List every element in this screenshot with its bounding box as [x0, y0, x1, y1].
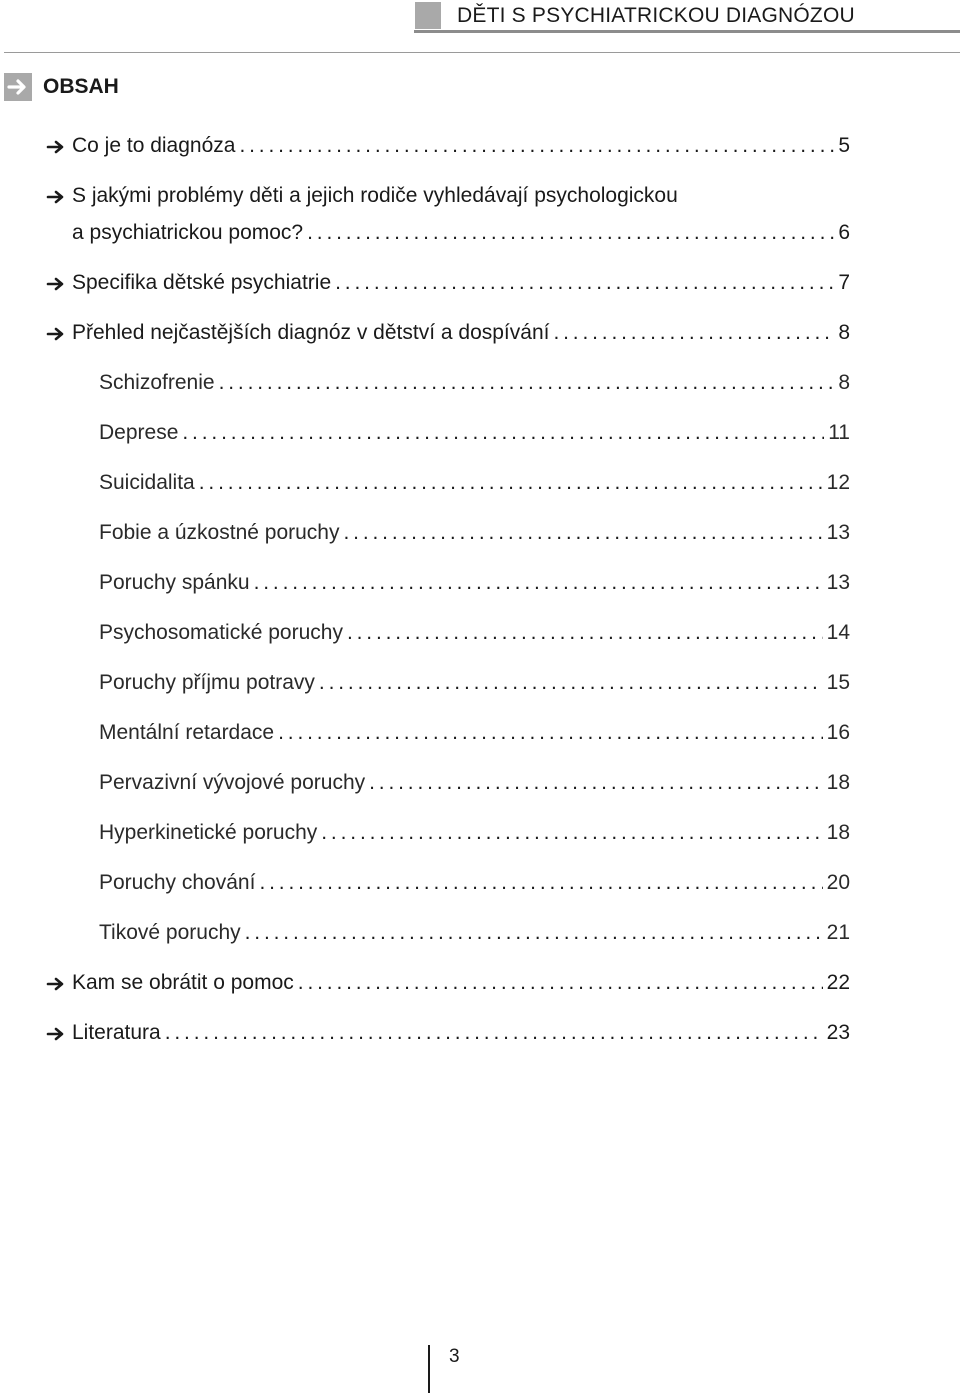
toc-entry[interactable]	[72, 270, 850, 296]
dot-leader	[307, 220, 834, 246]
page-divider	[4, 52, 960, 53]
toc-entry-label: Hyperkinetické poruchy	[99, 821, 318, 844]
toc-entry-label: Tikové poruchy	[99, 921, 241, 944]
dot-leader	[369, 770, 823, 796]
toc-entry-label: Literatura	[72, 1021, 161, 1044]
toc-entry-label: Specifika dětské psychiatrie	[72, 271, 332, 294]
toc-entry[interactable]	[99, 470, 850, 496]
toc-entry-label: a psychiatrickou pomoc?	[72, 221, 304, 244]
bullet-arrow-icon	[46, 976, 66, 992]
dot-leader	[335, 270, 834, 296]
dot-leader	[553, 320, 834, 346]
toc-entry-page: 13	[826, 571, 850, 594]
header-rule	[414, 30, 960, 33]
toc-entry-label: Přehled nejčastějších diagnóz v dětství a dospívání	[72, 321, 550, 344]
toc-entry[interactable]	[72, 133, 850, 159]
dot-leader	[278, 720, 823, 746]
toc-entry-label: Psychosomatické poruchy	[99, 621, 343, 644]
toc-entry-label: Schizofrenie	[99, 371, 215, 394]
toc-entry-page: 15	[826, 671, 850, 694]
toc-entry-label: Poruchy příjmu potravy	[99, 671, 315, 694]
toc-entry-page: 12	[826, 471, 850, 494]
dot-leader	[199, 470, 823, 496]
dot-leader	[239, 133, 834, 159]
toc-entry-page: 21	[826, 921, 850, 944]
toc-entry-page: 5	[838, 134, 850, 157]
toc-entry[interactable]	[72, 1020, 850, 1046]
toc-entry-page: 22	[826, 971, 850, 994]
dot-leader	[347, 620, 823, 646]
dot-leader	[182, 420, 824, 446]
footer-rule	[428, 1345, 430, 1393]
toc-entry-page: 13	[826, 521, 850, 544]
dot-leader	[219, 370, 835, 396]
toc-entry-page: 7	[838, 271, 850, 294]
dot-leader	[298, 970, 823, 996]
toc-entry[interactable]	[99, 920, 850, 946]
toc-entry-label: Co je to diagnóza	[72, 134, 236, 157]
toc-entry-page: 8	[838, 321, 850, 344]
toc-entry[interactable]	[99, 570, 850, 596]
page-number: 3	[449, 1346, 460, 1367]
toc-entry[interactable]	[99, 720, 850, 746]
toc-entry[interactable]	[99, 420, 850, 446]
toc-entry-page: 18	[826, 771, 850, 794]
section-title: OBSAH	[43, 75, 119, 98]
toc-entry[interactable]	[99, 670, 850, 696]
running-header-title: DĚTI S PSYCHIATRICKOU DIAGNÓZOU	[457, 4, 855, 27]
toc-entry-label-line1: S jakými problémy děti a jejich rodiče vyhledávají psychologickou	[72, 184, 678, 207]
toc-entry-label: Poruchy chování	[99, 871, 256, 894]
toc-entry-page: 16	[826, 721, 850, 744]
dot-leader	[245, 920, 823, 946]
toc-entry[interactable]	[72, 320, 850, 346]
dot-leader	[259, 870, 822, 896]
toc-entry[interactable]	[72, 220, 850, 246]
toc-entry-label: Kam se obrátit o pomoc	[72, 971, 294, 994]
toc-entry[interactable]	[72, 970, 850, 996]
toc-entry[interactable]	[99, 770, 850, 796]
dot-leader	[321, 820, 822, 846]
toc-entry[interactable]	[99, 370, 850, 396]
dot-leader	[343, 520, 822, 546]
toc-entry-label: Deprese	[99, 421, 179, 444]
toc-entry-label: Suicidalita	[99, 471, 195, 494]
toc-entry-label: Mentální retardace	[99, 721, 275, 744]
header-marker	[415, 2, 441, 29]
toc-entry-label: Pervazivní vývojové poruchy	[99, 771, 366, 794]
bullet-arrow-icon	[46, 326, 66, 342]
toc-entry-label: Poruchy spánku	[99, 571, 250, 594]
toc-entry-page: 8	[838, 371, 850, 394]
dot-leader	[165, 1020, 823, 1046]
toc-entry-page: 6	[838, 221, 850, 244]
bullet-arrow-icon	[46, 276, 66, 292]
dot-leader	[319, 670, 823, 696]
section-arrow-icon	[4, 73, 32, 101]
toc-entry[interactable]	[99, 870, 850, 896]
toc-entry[interactable]	[99, 820, 850, 846]
toc-entry-label: Fobie a úzkostné poruchy	[99, 521, 340, 544]
bullet-arrow-icon	[46, 1026, 66, 1042]
toc-entry[interactable]	[99, 520, 850, 546]
toc-entry-page: 20	[826, 871, 850, 894]
toc-entry-page: 11	[828, 421, 850, 444]
toc-entry-page: 23	[826, 1021, 850, 1044]
bullet-arrow-icon	[46, 139, 66, 155]
toc-entry-page: 14	[826, 621, 850, 644]
toc-entry-page: 18	[826, 821, 850, 844]
toc-entry[interactable]	[99, 620, 850, 646]
dot-leader	[254, 570, 823, 596]
bullet-arrow-icon	[46, 189, 66, 205]
